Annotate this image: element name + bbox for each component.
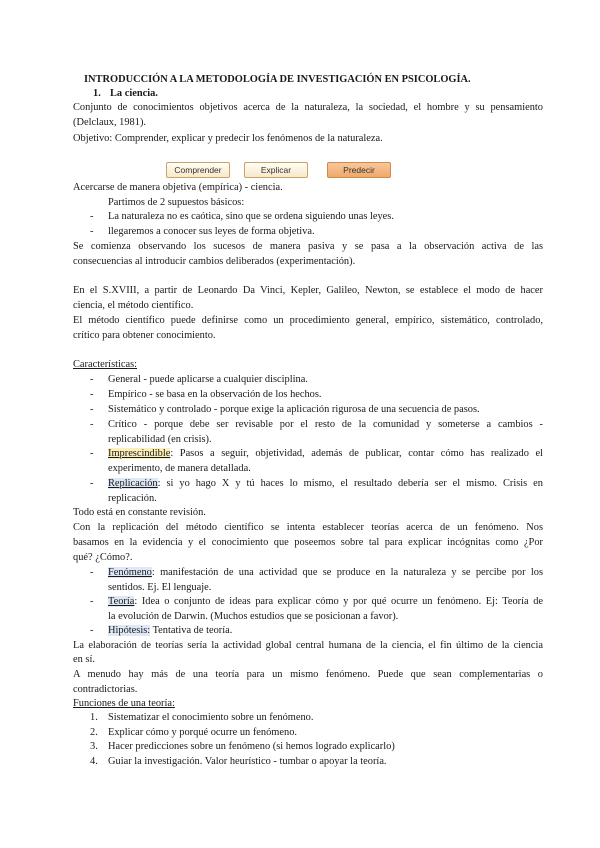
characteristic-item-cont: replicación.: [108, 493, 157, 504]
bullet-dash: -: [90, 625, 94, 636]
function-item: Hacer predicciones sobre un fenómeno (si hemos logrado explicarlo): [108, 741, 395, 752]
section-heading: La ciencia.: [110, 88, 158, 99]
characteristic-item: General - puede aplicarse a cualquier disciplina.: [108, 374, 308, 385]
bullet-dash: -: [90, 419, 94, 430]
bullet-dash: -: [90, 448, 94, 459]
list-number: 1.: [90, 712, 98, 723]
highlighted-term: Imprescindible: [108, 448, 171, 459]
characteristic-item: [108, 447, 543, 460]
assumption-item: La naturaleza no es caótica, sino que se ordena siguiendo unas leyes.: [108, 211, 394, 222]
characteristic-item: [108, 477, 543, 490]
highlighted-term: Hipótesis:: [108, 625, 151, 636]
history-line: En el S.XVIII, a partir de Leonardo Da Vinci, Kepler, Galileo, Newton, se establece el modo de hacer: [73, 285, 543, 296]
bullet-dash: -: [90, 374, 94, 385]
predecir-box: Predecir: [327, 162, 391, 178]
approach-text: Acercarse de manera objetiva (empírica) - ciencia.: [73, 182, 283, 193]
function-item: Explicar cómo y porqué ocurre un fenómeno.: [108, 727, 297, 738]
highlighted-term: Replicación: [108, 478, 158, 489]
document-title: INTRODUCCIÓN A LA METODOLOGÍA DE INVESTIGACIÓN EN PSICOLOGÍA.: [84, 74, 471, 85]
term-description: : Pasos a seguir, objetividad, además de publicar, contar cómo has realizado el: [170, 448, 543, 459]
section-number: 1.: [93, 88, 101, 99]
definition-line: Conjunto de conocimientos objetivos acerca de la naturaleza, la sociedad, el hombre y su pensamiento: [73, 102, 543, 113]
concept-item: [108, 595, 543, 608]
method-definition-line: El método científico puede definirse como un procedimiento general, empírico, sistemático, controlado,: [73, 315, 543, 326]
characteristic-item-cont: replicabilidad (en crisis).: [108, 434, 212, 445]
concept-item: [108, 624, 232, 637]
bullet-dash: -: [90, 596, 94, 607]
characteristic-item-cont: experimento, de manera detallada.: [108, 463, 251, 474]
characteristics-heading: Características:: [73, 359, 138, 370]
replication-paragraph-line: basamos en la evidencia y el conocimiento que poseemos sobre tal para explicar incógnitas como ¿Por: [73, 537, 543, 548]
list-number: 2.: [90, 727, 98, 738]
passive-observation-line: consecuencias al introducir cambios deliberados (experimentación).: [73, 256, 356, 267]
replication-paragraph-line: qué? ¿Cómo?.: [73, 552, 133, 563]
definition-citation: (Delclaux, 1981).: [73, 117, 146, 128]
elaboration-line: en sí.: [73, 654, 95, 665]
bullet-dash: -: [90, 211, 94, 222]
function-item: Guiar la investigación. Valor heurístico - tumbar o apoyar la teoría.: [108, 756, 387, 767]
assumptions-intro: Partimos de 2 supuestos básicos:: [108, 197, 245, 208]
characteristic-item: Empírico - se basa en la observación de los hechos.: [108, 389, 322, 400]
passive-observation-line: Se comienza observando los sucesos de manera pasiva y se pasa a la observación activa de las: [73, 241, 543, 252]
term-description: : si yo hago X y tú haces lo mismo, el resultado debería ser el mismo. Crisis en: [157, 478, 543, 489]
term-description: : manifestación de una actividad que se produce en la naturaleza y se percibe por los: [151, 567, 543, 578]
elaboration-line: La elaboración de teorías sería la actividad global central humana de la ciencia, el fin último de la ciencia: [73, 640, 543, 651]
concept-item: [108, 566, 543, 579]
explicar-box: Explicar: [244, 162, 308, 178]
assumption-item: llegaremos a conocer sus leyes de forma objetiva.: [108, 226, 315, 237]
highlighted-term: Fenómeno: [108, 567, 152, 578]
bullet-dash: -: [90, 226, 94, 237]
objective-text: Objetivo: Comprender, explicar y predecir los fenómenos de la naturaleza.: [73, 133, 383, 144]
replication-paragraph-line: Con la replicación del método científico se intenta establecer teorías acerca de un fenómeno. Nos: [73, 522, 543, 533]
list-number: 4.: [90, 756, 98, 767]
function-item: Sistematizar el conocimiento sobre un fenómeno.: [108, 712, 314, 723]
bullet-dash: -: [90, 389, 94, 400]
bullet-dash: -: [90, 478, 94, 489]
multiple-theories-line: contradictorias.: [73, 684, 138, 695]
multiple-theories-line: A menudo hay más de una teoría para un mismo fenómeno. Puede que sean complementarias o: [73, 669, 543, 680]
list-number: 3.: [90, 741, 98, 752]
highlighted-term: Teoría: [108, 596, 135, 607]
term-description: : Idea o conjunto de ideas para explicar cómo y por qué ocurre un fenómeno. Ej: Teoría de: [134, 596, 543, 607]
bullet-dash: -: [90, 567, 94, 578]
characteristic-item: Sistemático y controlado - porque exige la aplicación rigurosa de una secuencia de pasos.: [108, 404, 480, 415]
comprender-box: Comprender: [166, 162, 230, 178]
revision-text: Todo está en constante revisión.: [73, 507, 206, 518]
history-line: ciencia, el método científico.: [73, 300, 194, 311]
concept-item-cont: sentidos. Ej. El lenguaje.: [108, 582, 212, 593]
characteristic-item: Crítico - porque debe ser revisable por el resto de la comunidad y someterse a cambios -: [108, 419, 543, 430]
concept-item-cont: la evolución de Darwin. (Muchos estudios que se posicionan a favor).: [108, 611, 399, 622]
term-description: Tentativa de teoría.: [150, 625, 233, 636]
functions-heading: Funciones de una teoría:: [73, 698, 175, 709]
bullet-dash: -: [90, 404, 94, 415]
method-definition-line: crítico para obtener conocimiento.: [73, 330, 216, 341]
